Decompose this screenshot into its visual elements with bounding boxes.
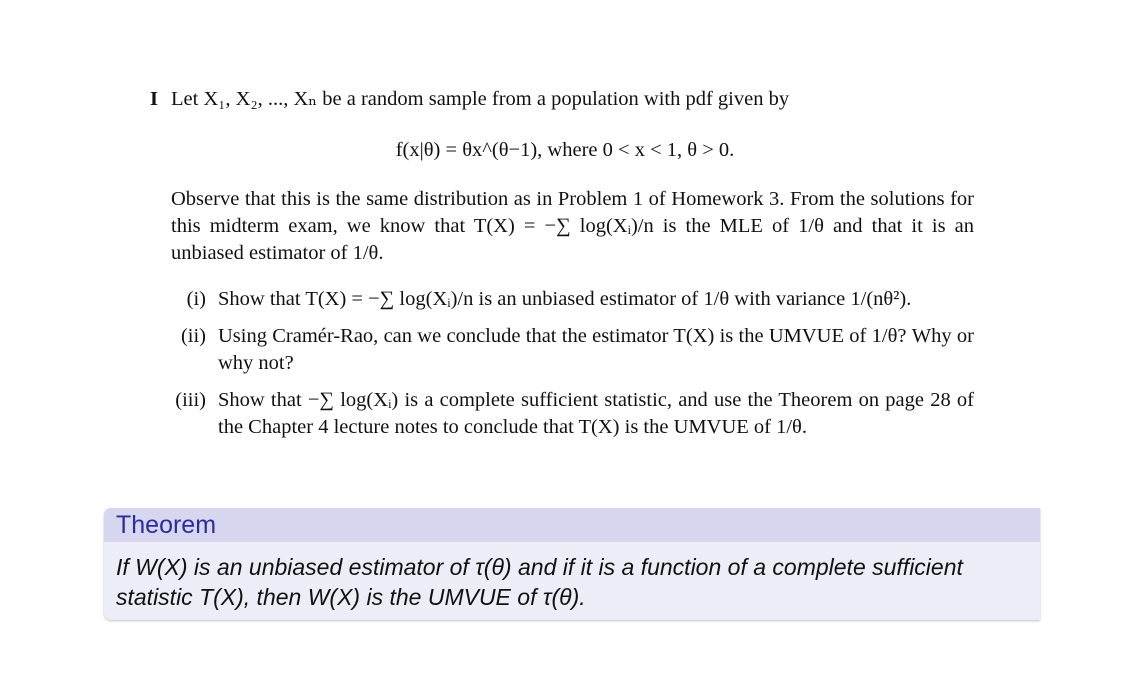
pdf-equation: f(x|θ) = θx^(θ−1), where 0 < x < 1, θ > 0. — [395, 139, 735, 161]
part-number: (iii) — [175, 389, 206, 411]
part-ii — [171, 323, 974, 377]
parts-list — [171, 286, 974, 451]
observation-paragraph: Observe that this is the same distribution as in Problem 1 of Homework 3. From the solutions for this midterm exam, we know that T(X) = −∑ log(Xᵢ)/n is the MLE of 1/θ and that it is an unbiased estimator of 1/θ. — [171, 188, 974, 264]
part-text: Show that −∑ log(Xᵢ) is a complete sufficient statistic, and use the Theorem on page 28 of the Chapter 4 lecture notes to conclude that T(X) is the UMVUE of 1/θ. — [218, 389, 974, 438]
part-text: Show that T(X) = −∑ log(Xᵢ)/n is an unbiased estimator of 1/θ with variance 1/(nθ²). — [218, 288, 912, 310]
part-number: (i) — [186, 288, 206, 310]
part-number: (ii) — [180, 325, 206, 347]
part-iii — [171, 387, 974, 441]
part-text: Using Cramér-Rao, can we conclude that the estimator T(X) is the UMVUE of 1/θ? Why or why not? — [218, 325, 974, 374]
part-i — [171, 286, 974, 313]
theorem-body: If W(X) is an unbiased estimator of τ(θ) and if it is a function of a complete sufficient statistic T(X), then W(X) is the UMVUE of τ(θ). — [116, 554, 963, 610]
theorem-title: Theorem — [104, 508, 1040, 542]
theorem-box — [104, 508, 1040, 620]
problem-intro: Let X₁, X₂, ..., Xₙ be a random sample from a population with pdf given by — [171, 88, 790, 110]
problem-label: I — [150, 88, 158, 110]
